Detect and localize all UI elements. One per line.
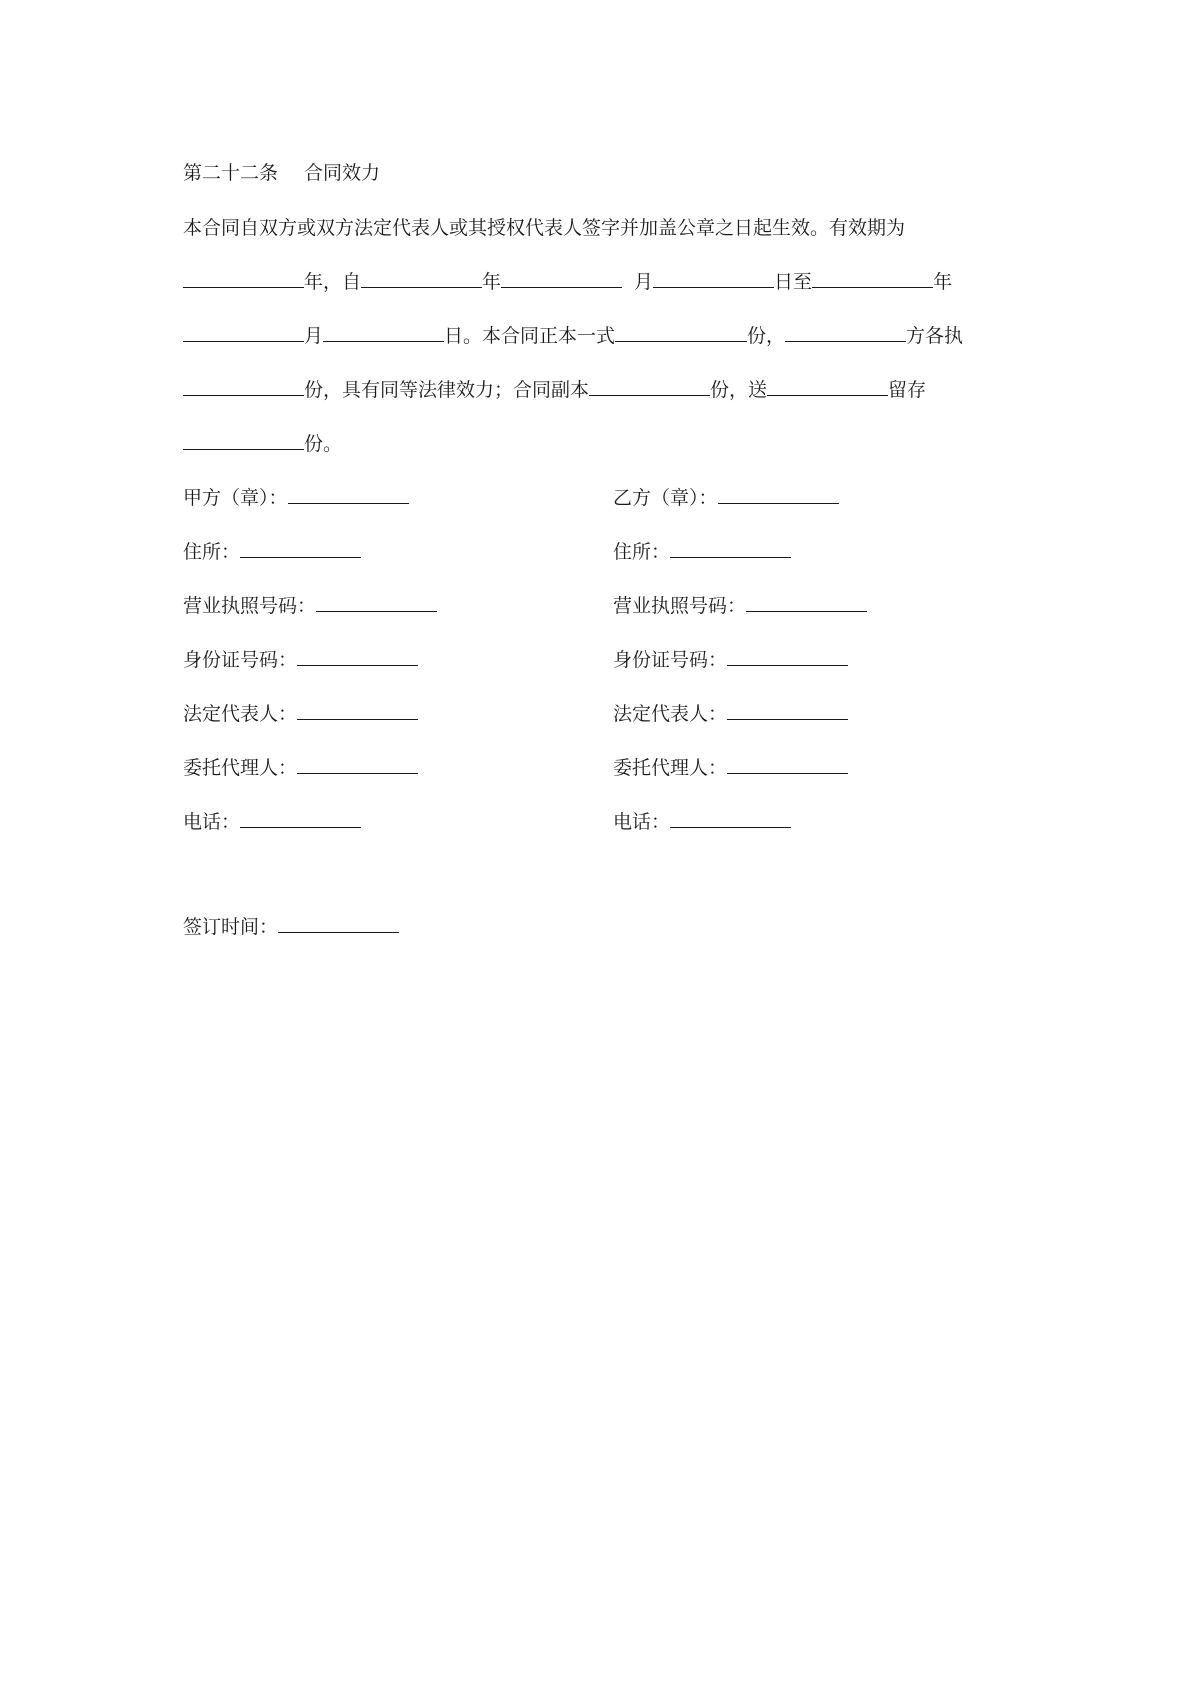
party-row-agent xyxy=(183,754,728,782)
party-a-phone-label: 电话： xyxy=(183,811,241,833)
party-b-address-label: 住所： xyxy=(613,541,671,563)
party-b-name-label: 乙方（章）： xyxy=(613,487,718,509)
blank-line xyxy=(812,269,933,288)
party-a-address-label: 住所： xyxy=(183,541,241,563)
party-b-name-blank xyxy=(718,485,839,504)
party-a-agent-blank xyxy=(297,755,418,774)
article-number: 第二十二条 xyxy=(183,162,279,184)
paragraph-text: 年 xyxy=(933,271,953,293)
paragraph-line-4 xyxy=(183,376,926,404)
party-b-license-label: 营业执照号码： xyxy=(613,595,747,617)
paragraph-text: 份，具有同等法律效力；合同副本 xyxy=(304,379,590,401)
paragraph-text: 月 xyxy=(634,271,654,293)
party-b-address-blank xyxy=(670,539,791,558)
party-row-id xyxy=(183,646,728,674)
party-a-license-label: 营业执照号码： xyxy=(183,595,317,617)
party-b-legal-rep-blank xyxy=(727,701,848,720)
party-row-phone xyxy=(183,808,671,836)
party-a-phone-blank xyxy=(240,809,361,828)
paragraph-line-3 xyxy=(183,322,963,350)
party-a-name-blank xyxy=(288,485,409,504)
party-a-id-label: 身份证号码： xyxy=(183,649,298,671)
paragraph-text: 日至 xyxy=(774,271,813,293)
party-row-name xyxy=(183,484,718,512)
party-a-legal-rep-blank xyxy=(297,701,418,720)
party-a-license-blank xyxy=(316,593,437,612)
party-b-legal-rep-label: 法定代表人： xyxy=(613,703,728,725)
party-b-phone-label: 电话： xyxy=(613,811,671,833)
party-b-license-blank xyxy=(746,593,867,612)
blank-line xyxy=(501,269,622,288)
party-b-agent-blank xyxy=(727,755,848,774)
blank-line xyxy=(767,377,888,396)
party-a-name-label: 甲方（章）： xyxy=(183,487,288,509)
party-b-id-label: 身份证号码： xyxy=(613,649,728,671)
article-heading xyxy=(183,159,380,187)
signing-date-row xyxy=(183,913,399,941)
blank-line xyxy=(785,323,906,342)
blank-line xyxy=(183,431,304,450)
blank-line xyxy=(361,269,482,288)
paragraph-text: 年，自 xyxy=(304,271,362,293)
blank-line xyxy=(653,269,774,288)
party-a-legal-rep-label: 法定代表人： xyxy=(183,703,298,725)
paragraph-text: 年 xyxy=(482,271,502,293)
signing-date-label: 签订时间： xyxy=(183,916,279,938)
blank-line xyxy=(615,323,747,342)
signing-date-blank xyxy=(278,914,399,933)
party-b-id-blank xyxy=(727,647,848,666)
blank-line xyxy=(183,323,304,342)
party-a-address-blank xyxy=(240,539,361,558)
blank-line xyxy=(589,377,710,396)
party-row-legal-rep xyxy=(183,700,728,728)
party-a-agent-label: 委托代理人： xyxy=(183,757,298,779)
paragraph-text: 方各执 xyxy=(906,325,964,347)
paragraph-text: 日。本合同正本一式 xyxy=(444,325,616,347)
party-row-license xyxy=(183,592,747,620)
paragraph-line-1 xyxy=(183,214,905,242)
paragraph-text: 本合同自双方或双方法定代表人或其授权代表人签字并加盖公章之日起生效。有效期为 xyxy=(183,217,906,239)
party-b-phone-blank xyxy=(670,809,791,828)
paragraph-text: 份。 xyxy=(304,433,343,455)
party-a-id-blank xyxy=(297,647,418,666)
party-row-address xyxy=(183,538,671,566)
blank-line xyxy=(323,323,444,342)
paragraph-line-5 xyxy=(183,430,342,458)
paragraph-text: 份， xyxy=(747,325,786,347)
blank-line xyxy=(183,377,304,396)
paragraph-text: 留存 xyxy=(888,379,927,401)
paragraph-line-2 xyxy=(183,268,952,296)
party-b-agent-label: 委托代理人： xyxy=(613,757,728,779)
article-title: 合同效力 xyxy=(304,162,381,184)
paragraph-text: 份，送 xyxy=(710,379,768,401)
paragraph-text: 月 xyxy=(304,325,324,347)
blank-line xyxy=(183,269,304,288)
